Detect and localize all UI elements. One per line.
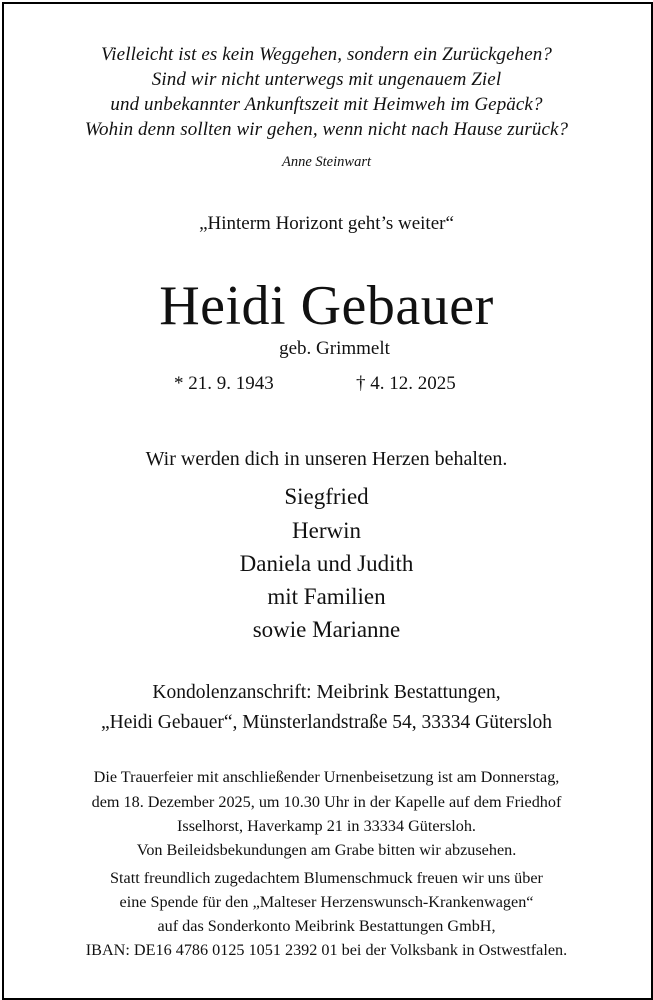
birth-date: * 21. 9. 1943	[174, 373, 274, 394]
condolence-line: „Heidi Gebauer“, Münsterlandstraße 54, 33334 Gütersloh	[100, 712, 553, 733]
ceremony-line: Isselhorst, Haverkamp 21 in 33334 Gütersloh.	[177, 817, 476, 835]
ceremony-line: dem 18. Dezember 2025, um 10.30 Uhr in der Kapelle auf dem Friedhof	[91, 793, 562, 811]
mourner-name: sowie Marianne	[252, 617, 401, 642]
poem-line: Vielleicht ist es kein Weggehen, sondern ein Zurückgehen?	[100, 44, 553, 65]
donation-line: eine Spende für den „Malteser Herzenswunsch-Krankenwagen“	[119, 893, 534, 911]
deceased-name: Heidi Gebauer	[159, 275, 494, 337]
mourner-name: mit Familien	[267, 584, 386, 609]
birth-name: geb. Grimmelt	[279, 338, 390, 359]
condolence-line: Kondolenzanschrift: Meibrink Bestattungen,	[152, 682, 501, 703]
mourner-name: Herwin	[292, 518, 361, 543]
mourner-name: Siegfried	[284, 484, 369, 509]
death-date: † 4. 12. 2025	[356, 373, 456, 394]
poem-line: Sind wir nicht unterwegs mit ungenauem Ziel	[151, 69, 502, 90]
donation-line: IBAN: DE16 4786 0125 1051 2392 01 bei der Volksbank in Ostwestfalen.	[85, 941, 568, 959]
motto: „Hinterm Horizont geht’s weiter“	[199, 213, 454, 234]
mourner-name: Daniela und Judith	[239, 551, 414, 576]
farewell-text: Wir werden dich in unseren Herzen behalten.	[145, 448, 508, 470]
poem-line: Wohin denn sollten wir gehen, wenn nicht nach Hause zurück?	[84, 119, 569, 140]
donation-line: Statt freundlich zugedachtem Blumenschmuck freuen wir uns über	[110, 869, 543, 887]
poem-author: Anne Steinwart	[281, 154, 371, 170]
ceremony-line: Von Beileidsbekundungen am Grabe bitten wir abzusehen.	[136, 841, 517, 859]
poem-line: und unbekannter Ankunftszeit mit Heimweh im Gepäck?	[110, 94, 543, 115]
ceremony-line: Die Trauerfeier mit anschließender Urnenbeisetzung ist am Donnerstag,	[93, 768, 560, 786]
donation-line: auf das Sonderkonto Meibrink Bestattungen GmbH,	[157, 917, 496, 935]
